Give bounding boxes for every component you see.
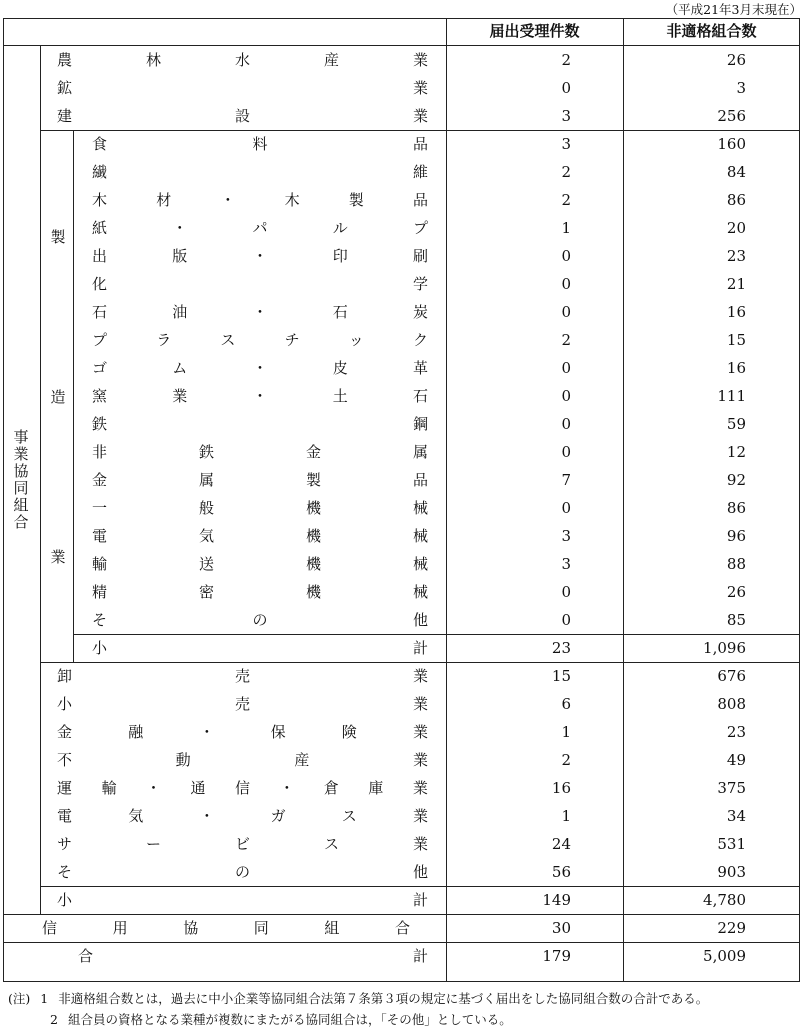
row-label: 木 材 ・ 木 製 品 (92, 191, 428, 209)
noncompliant-count: 16 (726, 359, 746, 377)
row-label: 鉄 鋼 (92, 415, 428, 433)
row-label: 小 計 (92, 639, 428, 657)
row-label: 輸 送 機 械 (92, 555, 428, 573)
row-label: ゴ ム ・ 皮 革 (92, 359, 428, 377)
credit-coops-row (0, 914, 805, 942)
filings-count: 0 (561, 499, 571, 517)
table-row (0, 410, 805, 438)
row-label: 不 動 産 業 (57, 751, 428, 769)
row-label: 農 林 水 産 業 (57, 51, 428, 69)
row-label: 金 融 ・ 保 険 業 (57, 723, 428, 741)
row-label: 建 設 業 (57, 107, 428, 125)
filings-count: 2 (561, 191, 571, 209)
table-row (0, 270, 805, 298)
noncompliant-count: 20 (726, 219, 746, 237)
table-row (0, 354, 805, 382)
filings-count: 0 (561, 415, 571, 433)
row-label: 一 般 機 械 (92, 499, 428, 517)
row-label: 電 気 ・ ガ ス 業 (57, 807, 428, 825)
filings-count: 0 (561, 79, 571, 97)
noncompliant-count: 4,780 (703, 891, 746, 909)
filings-count: 1 (561, 807, 571, 825)
table-row (0, 466, 805, 494)
noncompliant-count: 111 (717, 387, 746, 405)
row-label: そ の 他 (57, 863, 428, 881)
filings-count: 30 (551, 919, 571, 937)
filings-count: 0 (561, 443, 571, 461)
grand-total-row (0, 942, 805, 970)
table-row (0, 746, 805, 774)
footnote-prefix: (注) (8, 991, 31, 1006)
table-row (0, 718, 805, 746)
footnotes (8, 988, 708, 1030)
filings-count: 56 (551, 863, 571, 881)
noncompliant-count: 23 (726, 723, 746, 741)
filings-count: 0 (561, 303, 571, 321)
noncompliant-count: 375 (717, 779, 746, 797)
table-row (0, 186, 805, 214)
noncompliant-count: 86 (726, 499, 746, 517)
filings-count: 2 (561, 751, 571, 769)
noncompliant-count: 23 (726, 247, 746, 265)
filings-count: 149 (542, 891, 571, 909)
row-label: 鉱 業 (57, 79, 428, 97)
row-label: 電 気 機 械 (92, 527, 428, 545)
footnote-1 (8, 988, 708, 1009)
row-label: 金 属 製 品 (92, 471, 428, 489)
row-label: 小 売 業 (57, 695, 428, 713)
filings-count: 16 (551, 779, 571, 797)
as-of-date-note: （平成21年3月末現在） (665, 2, 802, 17)
footnote-number: 2 (50, 1012, 58, 1027)
table-row (0, 830, 805, 858)
filings-count: 3 (561, 135, 571, 153)
table-row (0, 438, 805, 466)
row-label: 小 計 (57, 891, 428, 909)
noncompliant-count: 84 (726, 163, 746, 181)
row-label: そ の 他 (92, 611, 428, 629)
noncompliant-count: 26 (726, 51, 746, 69)
table-row (0, 214, 805, 242)
table-row (0, 130, 805, 158)
row-label: 信 用 協 同 組 合 (42, 919, 410, 937)
row-label: 食 料 品 (92, 135, 428, 153)
table-row (0, 382, 805, 410)
row-label: 卸 売 業 (57, 667, 428, 685)
filings-count: 1 (561, 219, 571, 237)
row-label: 非 鉄 金 属 (92, 443, 428, 461)
noncompliant-count: 34 (726, 807, 746, 825)
noncompliant-count: 59 (726, 415, 746, 433)
filings-count: 0 (561, 611, 571, 629)
table-row (0, 690, 805, 718)
row-label: 石 油 ・ 石 炭 (92, 303, 428, 321)
table-row (0, 326, 805, 354)
noncompliant-count: 92 (726, 471, 746, 489)
filings-count: 23 (551, 639, 571, 657)
noncompliant-count: 96 (726, 527, 746, 545)
filings-count: 3 (561, 527, 571, 545)
row-label: 出 版 ・ 印 刷 (92, 247, 428, 265)
table-row (0, 242, 805, 270)
filings-count: 6 (561, 695, 571, 713)
table-row (0, 858, 805, 886)
row-label: 化 学 (92, 275, 428, 293)
noncompliant-count: 808 (717, 695, 746, 713)
filings-count: 3 (561, 555, 571, 573)
coops-subtotal-row (0, 886, 805, 914)
noncompliant-count: 229 (717, 919, 746, 937)
header-noncompliant: 非適格組合数 (666, 22, 757, 40)
noncompliant-count: 21 (726, 275, 746, 293)
table-row (0, 802, 805, 830)
noncompliant-count: 16 (726, 303, 746, 321)
table-row (0, 158, 805, 186)
table-row (0, 662, 805, 690)
noncompliant-count: 1,096 (703, 639, 746, 657)
footnote-text: 組合員の資格となる業種が複数にまたがる協同組合は，「その他」としている。 (68, 1012, 512, 1027)
table-row (0, 522, 805, 550)
filings-count: 1 (561, 723, 571, 741)
manufacturing-subtotal-row (0, 634, 805, 662)
filings-count: 2 (561, 331, 571, 349)
footnote-text: 非適格組合数とは，過去に中小企業等協同組合法第７条第３項の規定に基づく届出をした協同組合数の合計である。 (58, 991, 709, 1006)
row-label: プ ラ ス チ ッ ク (92, 331, 428, 349)
row-label: 紙 ・ パ ル プ (92, 219, 428, 237)
table-row (0, 606, 805, 634)
table-row (0, 494, 805, 522)
table-row (0, 298, 805, 326)
filings-count: 24 (551, 835, 571, 853)
noncompliant-count: 3 (736, 79, 746, 97)
filings-count: 7 (561, 471, 571, 489)
filings-count: 0 (561, 387, 571, 405)
noncompliant-count: 676 (717, 667, 746, 685)
header-filings: 届出受理件数 (489, 22, 580, 40)
table-row (0, 578, 805, 606)
noncompliant-count: 12 (726, 443, 746, 461)
business-coops-vertical-label: 事 業 協 同 組 合 (13, 428, 29, 531)
filings-count: 0 (561, 275, 571, 293)
table-row (0, 102, 805, 130)
row-label: 精 密 機 械 (92, 583, 428, 601)
row-label: 繊 維 (92, 163, 428, 181)
table-row (0, 46, 805, 74)
noncompliant-count: 256 (717, 107, 746, 125)
filings-count: 2 (561, 163, 571, 181)
noncompliant-count: 903 (717, 863, 746, 881)
filings-count: 179 (542, 947, 571, 965)
filings-count: 0 (561, 583, 571, 601)
table-row (0, 74, 805, 102)
noncompliant-count: 26 (726, 583, 746, 601)
noncompliant-count: 88 (726, 555, 746, 573)
filings-count: 15 (551, 667, 571, 685)
noncompliant-count: 531 (717, 835, 746, 853)
row-label: 窯 業 ・ 土 石 (92, 387, 428, 405)
noncompliant-count: 15 (726, 331, 746, 349)
row-label: 合 計 (78, 947, 428, 965)
noncompliant-count: 5,009 (703, 947, 746, 965)
footnote-number: 1 (40, 991, 49, 1006)
statistics-table-document: （平成21年3月末現在） 届出受理件数 非適格組合数 事 業 協 同 組 合 製 造 業 農 林 水 産 業 2 26 鉱 業 0 3 建 設 業 3 256 食 料 品 3 160 繊 維 2 84 木 材 ・ 木 製 品 2 86 紙 ・ パ ル プ 1 20 出 版 ・ 印 刷 0 23 化 学 0 21 石 油 ・ 石 炭 0 16 プ ラ ス チ ッ ク 2 15 ゴ ム ・ 皮 革 0 16 窯 業 ・ 土 石 0 111 鉄 鋼 0 59 非 鉄 金 属 0 12 金 属 製 品 7 92 一 般 機 械 0 86 電 気 機 械 3 96 輸 送 機 械 3 88 精 密 機 械 0 26 そ の 他 0 85 小 計 23 1,096 卸 売 業 15 676 小 売 業 6 808 金 融 ・ 保 険 業 1 23 不 動 産 業 2 49 運 輸 ・ 通 信 ・ 倉 庫 業 16 375 電 気 ・ ガ ス 業 1 34 サ ー ビ ス 業 24 531 そ の 他 56 903 小 計 149 4,780 信 用 協 同 組 合 30 229 合 計 179 5,009 (注) 1 非適格組合数とは，過去に中小企業等協同組合法第７条第３項の規定に基づく届出をした協同組合数の合計である。 2 組合員の資格となる業種が複数にまたがる協同組合は，「その他」としている。 (0, 0, 805, 1030)
row-label: サ ー ビ ス 業 (57, 835, 428, 853)
filings-count: 0 (561, 247, 571, 265)
filings-count: 0 (561, 359, 571, 377)
noncompliant-count: 86 (726, 191, 746, 209)
row-label: 運 輸 ・ 通 信 ・ 倉 庫 業 (57, 779, 428, 797)
noncompliant-count: 160 (717, 135, 746, 153)
noncompliant-count: 85 (726, 611, 746, 629)
footnote-2 (8, 1009, 708, 1030)
filings-count: 3 (561, 107, 571, 125)
table-row (0, 550, 805, 578)
noncompliant-count: 49 (726, 751, 746, 769)
table-row (0, 774, 805, 802)
filings-count: 2 (561, 51, 571, 69)
